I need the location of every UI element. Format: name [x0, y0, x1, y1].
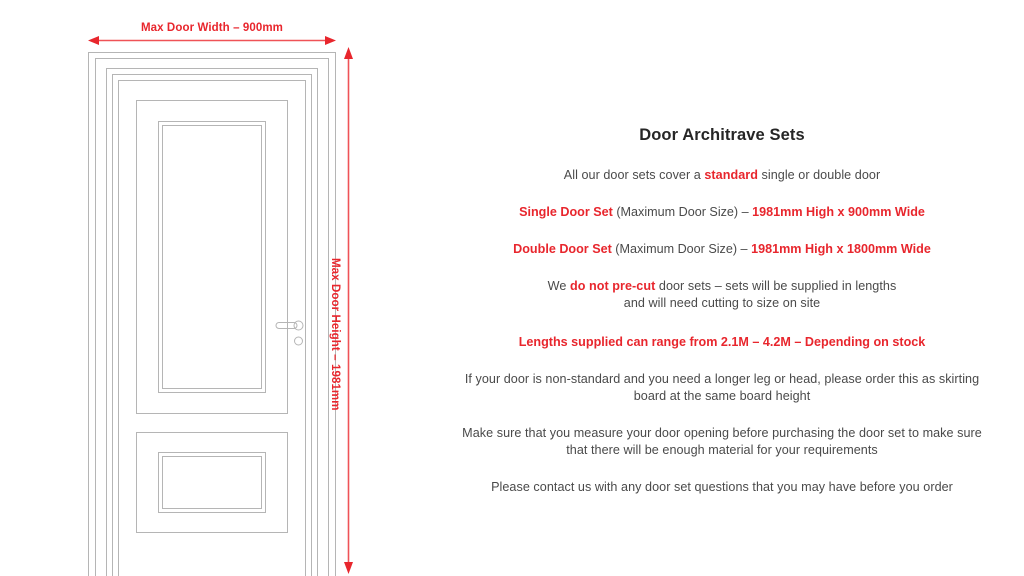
page-title: Door Architrave Sets: [639, 126, 805, 144]
width-dimension-arrow: [88, 36, 336, 45]
intro-highlight-standard: standard: [704, 168, 758, 182]
height-arrow-head-top-icon: [344, 47, 353, 59]
architrave-outer-rect: [89, 53, 336, 576]
door-diagram-svg: [0, 0, 420, 576]
single-door-set-qualifier: (Maximum Door Size) –: [612, 205, 753, 219]
precut-text-line2: and will need cutting to size on site: [623, 296, 821, 310]
door-diagram: [0, 0, 420, 576]
precut-text-before: We: [547, 279, 570, 293]
height-arrow-head-bottom-icon: [344, 562, 353, 574]
door-handle-group: [276, 321, 303, 345]
single-door-set-line: [442, 204, 1002, 221]
double-door-set-size: 1981mm High x 1800mm Wide: [751, 242, 931, 256]
double-door-set-line: [442, 241, 1002, 258]
single-door-set-size: 1981mm High x 900mm Wide: [752, 205, 925, 219]
upper-panel-outer-rect: [137, 101, 288, 414]
non-standard-paragraph: If your door is non-standard and you need a longer leg or head, please order this as skirting board at the same board height: [464, 372, 980, 403]
architrave-inner-rect: [96, 59, 329, 576]
single-door-set-label: Single Door Set: [519, 205, 613, 219]
intro-text-after: single or double door: [757, 168, 881, 182]
max-door-height-label: Max Door Height – 1981mm: [329, 258, 341, 411]
max-door-width-label: Max Door Width – 900mm: [140, 22, 284, 34]
width-arrow-head-right-icon: [325, 36, 336, 45]
upper-panel-inner-rect: [163, 126, 262, 389]
intro-text-before: All our door sets cover a: [563, 168, 705, 182]
handle-rosette-icon: [294, 321, 303, 330]
width-arrow-head-left-icon: [88, 36, 99, 45]
lower-panel-inner-rect: [163, 457, 262, 509]
lengths-supplied-line: Lengths supplied can range from 2.1M – 4.2M – Depending on stock: [518, 335, 926, 349]
lower-panel-mid-rect: [159, 453, 266, 513]
lower-panel-outer-rect: [137, 433, 288, 533]
info-panel: [420, 0, 1024, 576]
contact-paragraph: Please contact us with any door set questions that you may have before you order: [491, 480, 953, 494]
precut-highlight: do not pre-cut: [569, 279, 656, 293]
height-dimension-arrow: [344, 47, 353, 574]
intro-paragraph: [462, 167, 982, 184]
precut-text-after: door sets – sets will be supplied in lengths: [655, 279, 897, 293]
upper-panel-mid-rect: [159, 122, 266, 393]
keyhole-icon: [295, 337, 303, 345]
door-outline-group: [89, 53, 336, 576]
pre-cut-paragraph: [470, 278, 975, 312]
door-lining-inner-rect: [113, 75, 312, 576]
measure-paragraph: Make sure that you measure your door opening before purchasing the door set to make sure that there will be enough material for your requirements: [462, 426, 982, 457]
double-door-set-label: Double Door Set: [513, 242, 612, 256]
double-door-set-qualifier: (Maximum Door Size) –: [611, 242, 752, 256]
